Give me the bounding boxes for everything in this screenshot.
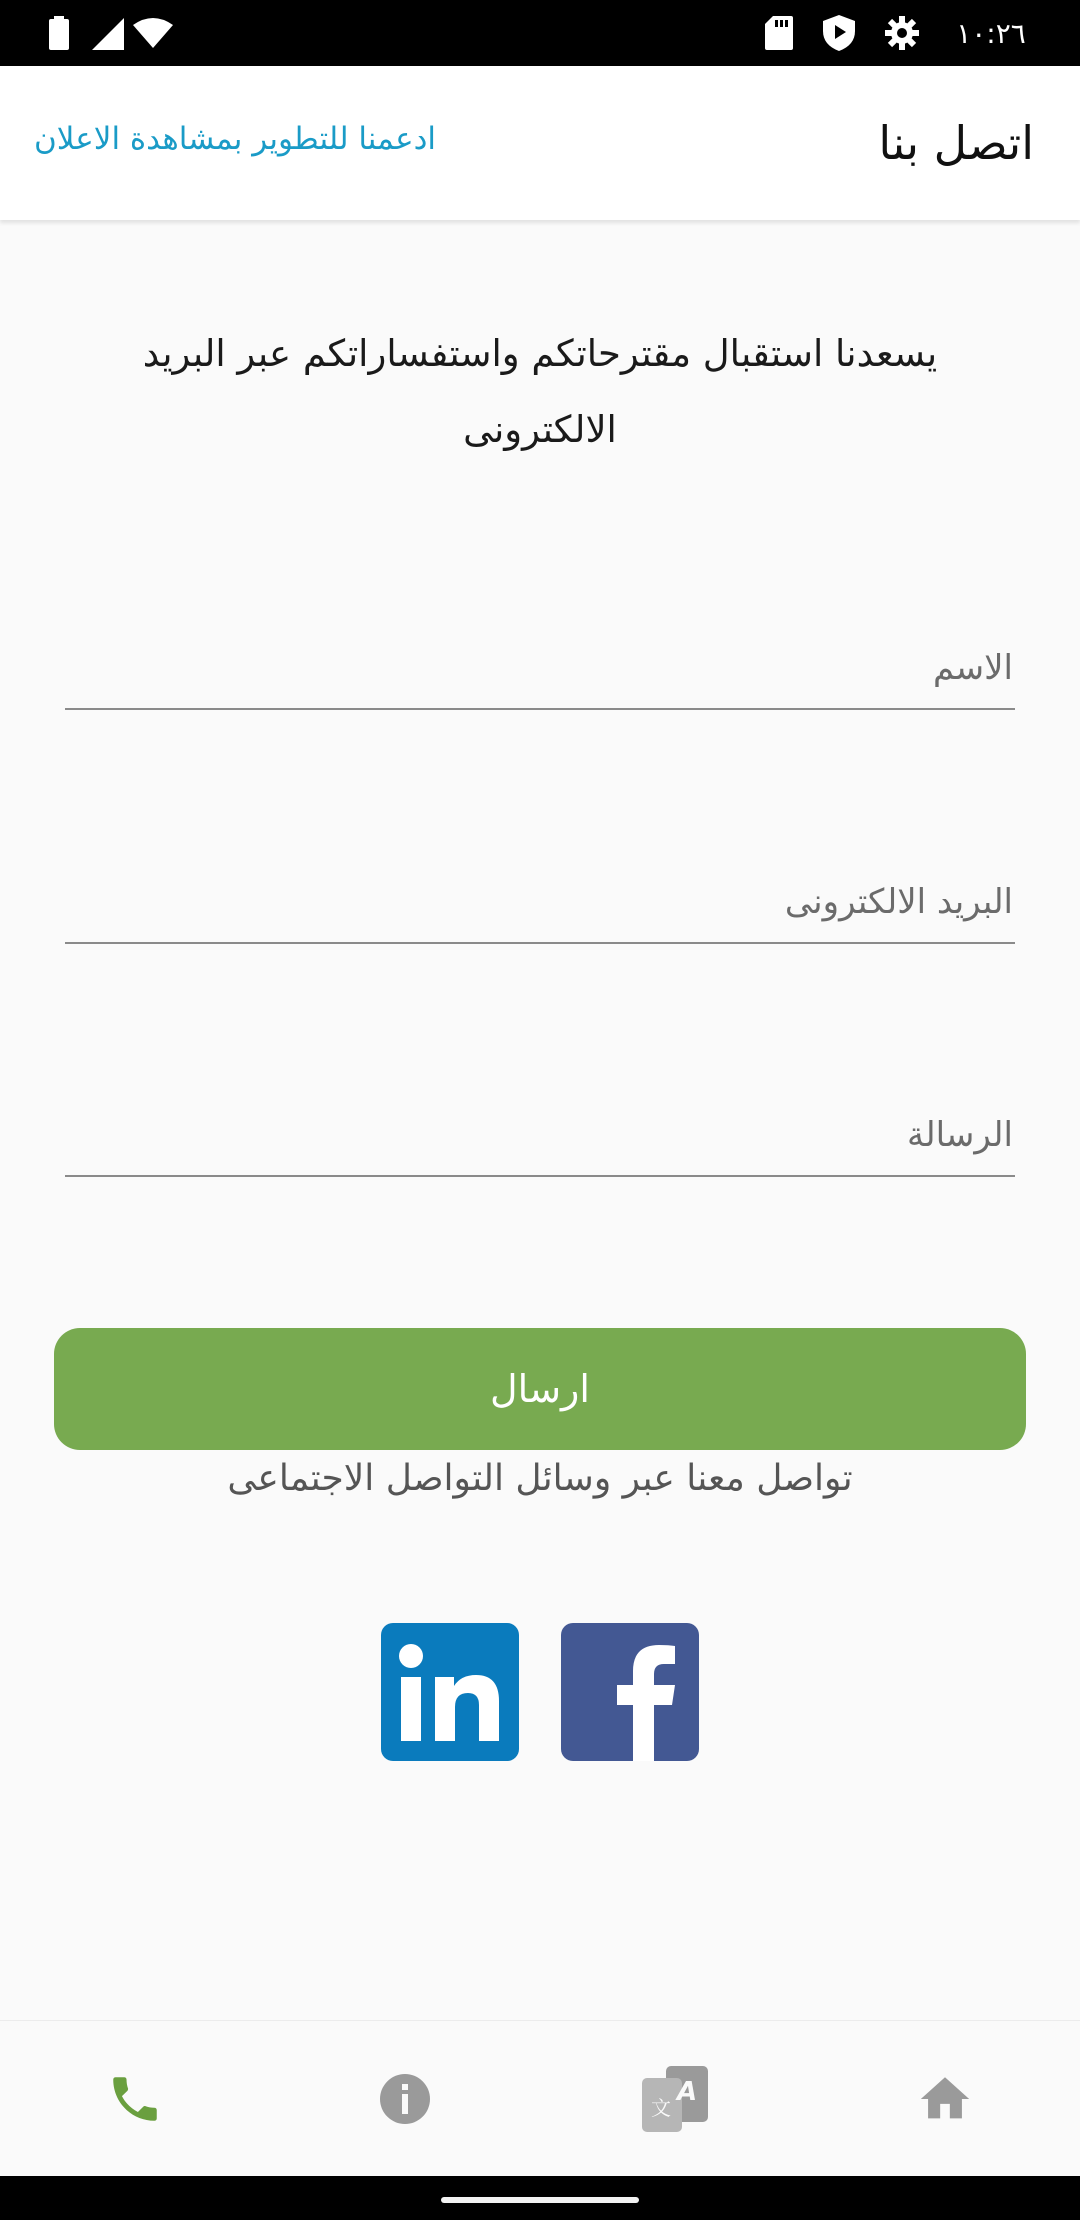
send-button[interactable] (54, 1328, 1026, 1450)
name-input[interactable] (65, 628, 1015, 708)
social-caption: تواصل معنا عبر وسائل التواصل الاجتماعى (227, 1458, 853, 1499)
app-bar (0, 66, 1080, 220)
phone-icon (106, 2070, 164, 2128)
info-icon (375, 2069, 435, 2129)
intro-text: يسعدنا استقبال مقترحاتكم واستفساراتكم عبر البريد الالكترونى (142, 332, 938, 451)
watch-ad-link[interactable]: ادعمنا للتطوير بمشاهدة الاعلان (34, 121, 437, 157)
status-time: ١٠:٢٦ (956, 16, 1026, 50)
wifi-icon (133, 0, 173, 66)
settings-gear-icon (884, 0, 920, 66)
home-gesture-handle[interactable] (441, 2197, 639, 2203)
message-input[interactable] (65, 1095, 1015, 1175)
email-field[interactable] (65, 862, 1015, 944)
translate-icon (640, 2064, 710, 2134)
sd-card-icon (764, 0, 794, 66)
nav-about-button[interactable] (345, 2021, 465, 2177)
status-bar (0, 0, 1080, 66)
nav-home-button[interactable] (885, 2021, 1005, 2177)
signal-icon (89, 0, 127, 66)
linkedin-icon (381, 1623, 519, 1761)
send-button-label: ارسال (490, 1367, 590, 1411)
shield-icon (822, 0, 856, 66)
home-icon (916, 2070, 974, 2128)
name-field[interactable] (65, 628, 1015, 710)
bottom-navigation (0, 2020, 1080, 2176)
page-title: اتصل بنا (878, 116, 1034, 170)
svg-text:A: A (676, 2077, 698, 2107)
facebook-icon (561, 1623, 699, 1761)
facebook-button[interactable] (561, 1623, 699, 1761)
email-input[interactable] (65, 862, 1015, 942)
message-field[interactable] (65, 1095, 1015, 1177)
nav-contact-button[interactable] (75, 2021, 195, 2177)
system-navigation-bar (0, 2176, 1080, 2220)
svg-text:文: 文 (651, 2096, 671, 2120)
battery-icon (46, 0, 72, 66)
nav-language-button[interactable] (615, 2021, 735, 2177)
contact-content (0, 220, 1080, 2020)
linkedin-button[interactable] (381, 1623, 519, 1761)
